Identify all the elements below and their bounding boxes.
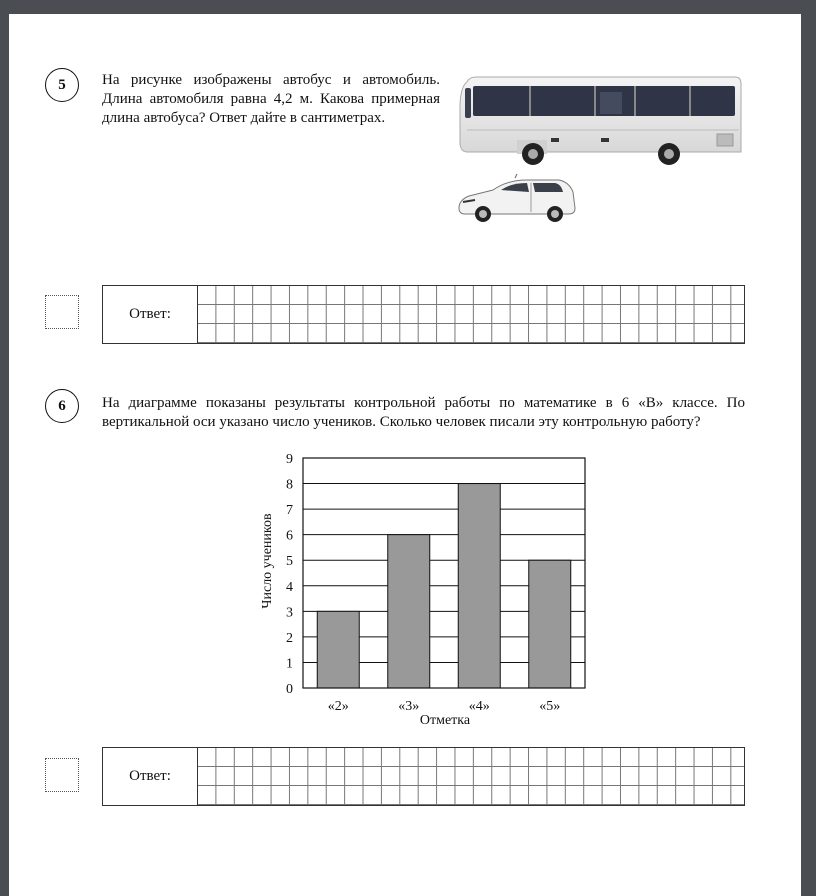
chart-bar — [317, 611, 359, 688]
chart-x-tick-label: «4» — [468, 699, 490, 714]
chart-y-tick-label: 6 — [286, 528, 293, 544]
bar-chart — [245, 438, 605, 730]
chart-x-tick-label: «3» — [398, 699, 420, 714]
chart-y-tick-label: 7 — [286, 503, 293, 519]
bus-illustration — [455, 74, 745, 170]
chart-y-tick-label: 9 — [286, 452, 293, 467]
question-6-number: 6 — [45, 389, 79, 423]
question-5-answer-label: Ответ: — [103, 286, 198, 343]
question-6-text: На диаграмме показаны результаты контрольной работы по математике в 6 «В» классе. По вертикальной оси указано число учеников. Сколько человек писали эту контрольную работу? — [102, 395, 745, 430]
chart-y-tick-label: 8 — [286, 477, 293, 493]
question-5-answer-grid[interactable] — [198, 286, 744, 343]
question-5-score-box[interactable] — [45, 295, 79, 329]
chart-bar — [458, 484, 500, 688]
question-5-number: 5 — [45, 68, 79, 102]
worksheet-page — [9, 14, 801, 896]
chart-y-tick-label: 0 — [286, 682, 293, 697]
question-6-answer-field[interactable] — [102, 747, 745, 806]
chart-x-axis-label: Отметка — [419, 713, 471, 728]
chart-x-tick-label: «2» — [327, 699, 349, 714]
car-illustration — [455, 174, 580, 224]
question-6-score-box[interactable] — [45, 758, 79, 792]
question-5-text: На рисунке изображены автобус и автомобиль. Длина автомобиля равна 4,2 м. Какова примерная длина автобуса? Ответ дайте в сантиметрах. — [102, 72, 440, 126]
question-6-answer-grid[interactable] — [198, 748, 744, 805]
chart-bar — [388, 535, 430, 688]
question-5-answer-field[interactable] — [102, 285, 745, 344]
chart-y-tick-label: 1 — [286, 656, 293, 672]
chart-y-tick-label: 3 — [286, 605, 293, 621]
chart-y-axis-label: Число учеников — [260, 513, 275, 609]
question-6-answer-label: Ответ: — [103, 748, 198, 805]
chart-y-tick-label: 4 — [286, 579, 293, 595]
chart-y-tick-label: 5 — [286, 554, 293, 570]
chart-x-tick-label: «5» — [539, 699, 561, 714]
chart-bar — [529, 560, 571, 688]
chart-y-tick-label: 2 — [286, 630, 293, 646]
